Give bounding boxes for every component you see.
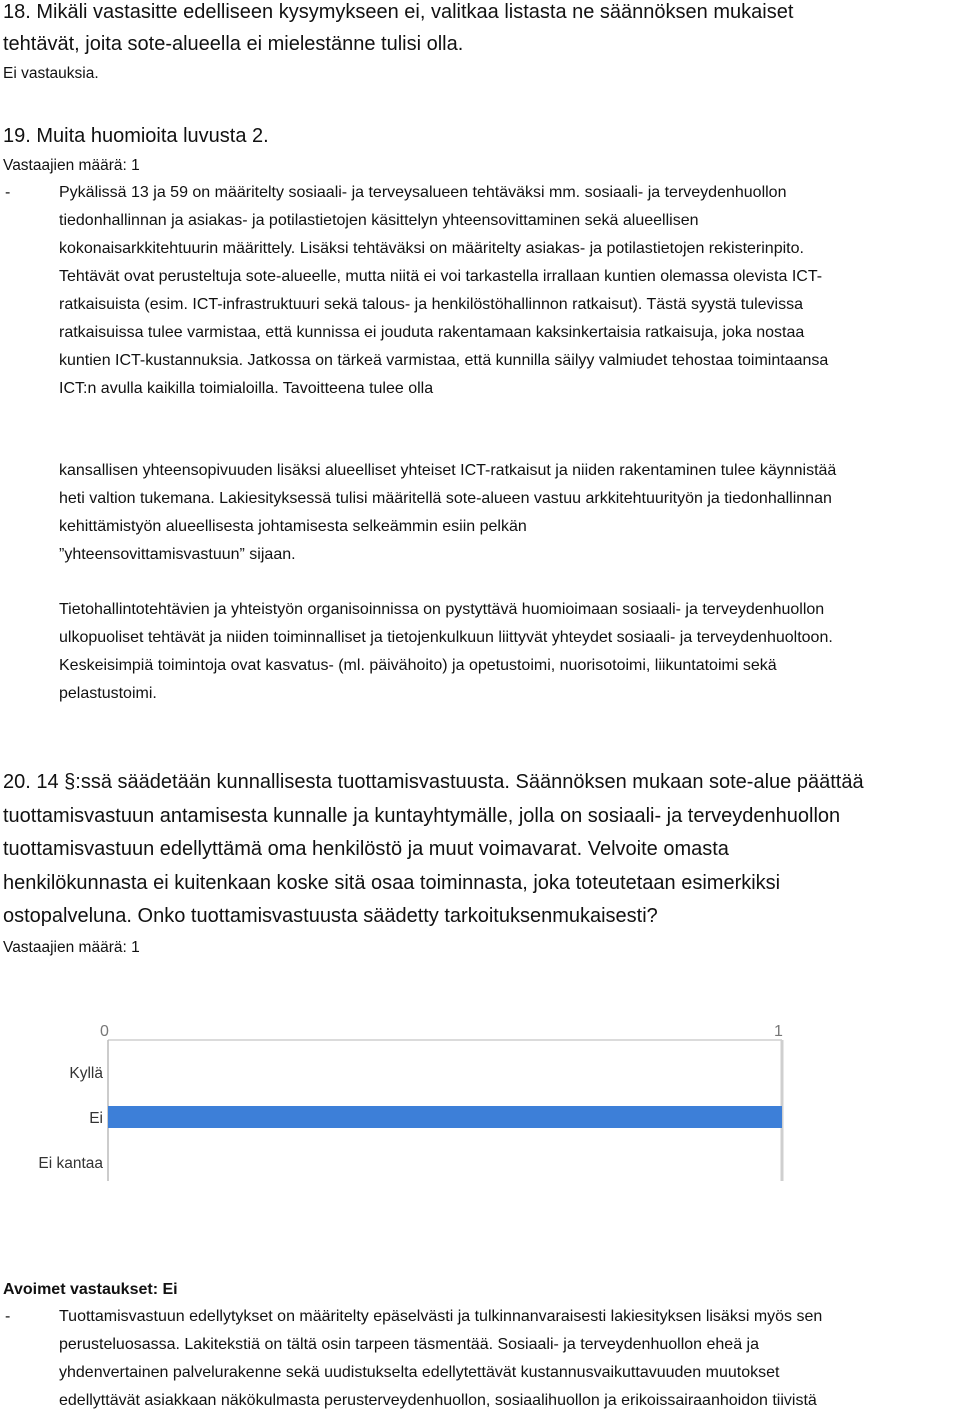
q19-first-line: Pykälissä 13 ja 59 on määritelty sosiaali- ja terveysalueen tehtäväksi mm. sosiaali- ja terveydenhuollon: [59, 184, 787, 201]
q19-para1-line: ICT:n avulla kaikilla toimialoilla. Tavoitteena tulee olla: [59, 380, 434, 397]
q19-title: 19. Muita huomioita luvusta 2.: [3, 125, 269, 147]
open-answer-dash: -: [5, 1308, 11, 1325]
q20-respondents: Vastaajien määrä: 1: [3, 939, 140, 956]
open-answer-line: Tuottamisvastuun edellytykset on määritelty epäselvästi ja tulkinnanvaraisesti lakiesityksen lisäksi myös sen: [59, 1308, 823, 1325]
q19-para3-line: ulkopuoliset tehtävät ja niiden toiminnalliset ja tietojenkulkuun liittyvät yhteydet sosiaali- ja terveydenhuoltoon.: [59, 629, 833, 646]
x-tick-label: 1: [774, 1023, 783, 1040]
q20-title-line-3: tuottamisvastuun edellyttämä oma henkilöstö ja muut voimavarat. Velvoite omasta: [3, 838, 729, 860]
open-answer-line: yhdenvertainen palvelurakenne sekä uudistukselta edellytettävät kustannusvaikuttavuuden muutokset: [59, 1364, 780, 1381]
category-label: Ei kantaa: [38, 1155, 103, 1172]
q19-para3-line: pelastustoimi.: [59, 685, 157, 702]
q19-para2-line: kansallisen yhteensopivuuden lisäksi alueelliset yhteiset ICT-ratkaisut ja niiden rakentaminen tulee käynnistää: [59, 462, 837, 479]
q19-para2-line: heti valtion tukemana. Lakiesityksessä tulisi määritellä sote-alueen vastuu arkkitehtuurityön ja tiedonhallinnan: [59, 490, 832, 507]
category-label: Ei: [89, 1110, 103, 1127]
q20-title-line-4: henkilökunnasta ei kuitenkaan koske sitä osaa toiminnasta, joka toteutetaan esimerkiksi: [3, 872, 781, 894]
open-answer-line: edellyttävät asiakkaan näkökulmasta perusterveydenhuollon, sosiaalihuollon ja erikoissairaanhoidon tiivistä: [59, 1392, 817, 1409]
q19-para2-line: ”yhteensovittamisvastuun” sijaan.: [59, 546, 296, 563]
q19-respondents: Vastaajien määrä: 1: [3, 157, 140, 174]
open-answers-heading: Avoimet vastaukset: Ei: [3, 1281, 178, 1298]
q18-no-answers: Ei vastauksia.: [3, 65, 99, 82]
q18-title-line-1: 18. Mikäli vastasitte edelliseen kysymykseen ei, valitkaa listasta ne säännöksen mukaiset: [3, 1, 794, 23]
category-label: Kyllä: [69, 1065, 103, 1082]
q19-para1-line: kokonaisarkkitehtuurin määrittely. Lisäksi tehtäväksi on määritelty asiakas- ja potilastietojen rekisterinpito.: [59, 240, 804, 257]
q19-para1-line: ratkaisuissa tulee varmistaa, että kunnissa ei jouduta rakentamaan kaksinkertaisia ratkaisuja, joka nostaa: [59, 324, 805, 341]
q20-title-line-5: ostopalveluna. Onko tuottamisvastuusta säädetty tarkoituksenmukaisesti?: [3, 905, 658, 927]
bar: [108, 1106, 782, 1128]
q19-para3-line: Keskeisimpiä toimintoja ovat kasvatus- (ml. päivähoito) ja opetustoimi, nuorisotoimi, liikuntatoimi sekä: [59, 657, 777, 674]
q19-para1-line: ratkaisuista (esim. ICT-infrastruktuuri sekä talous- ja henkilöstöhallinnon ratkaisut). Tästä syystä tulevissa: [59, 296, 804, 313]
q19-dash: -: [5, 184, 11, 201]
q19-para1-line: kuntien ICT-kustannuksia. Jatkossa on tärkeä varmistaa, että kunnilla säilyy valmiudet tehostaa toimintaansa: [59, 352, 829, 369]
q20-bar-chart: [0, 1010, 960, 1190]
open-answer-line: perusteluosassa. Lakitekstiä on tältä osin tarpeen täsmentää. Sosiaali- ja terveydenhuollon eheä ja: [59, 1336, 759, 1353]
x-tick-label: 0: [100, 1023, 109, 1040]
q19-para3-line: Tietohallintotehtävien ja yhteistyön organisoinnissa on pystyttävä huomioimaan sosiaali- ja terveydenhuollon: [59, 601, 825, 618]
q20-title-line-2: tuottamisvastuun antamisesta kunnalle ja kuntayhtymälle, jolla on sosiaali- ja terveydenhuollon: [3, 805, 841, 827]
q19-para2-line: kehittämistyön alueellisesta johtamisesta selkeämmin esiin pelkän: [59, 518, 527, 535]
q20-title-line-1: 20. 14 §:ssä säädetään kunnallisesta tuottamisvastuusta. Säännöksen mukaan sote-alue päättää: [3, 771, 864, 793]
q19-para1-line: Tehtävät ovat perusteltuja sote-alueelle, mutta niitä ei voi tarkastella irrallaan kuntien olemassa olevista ICT-: [59, 268, 823, 285]
q18-title-line-2: tehtävät, joita sote-alueella ei mielestänne tulisi olla.: [3, 33, 464, 55]
q19-para1-line: tiedonhallinnan ja asiakas- ja potilastietojen käsittelyn yhteensovittaminen sekä alueellisen: [59, 212, 699, 229]
